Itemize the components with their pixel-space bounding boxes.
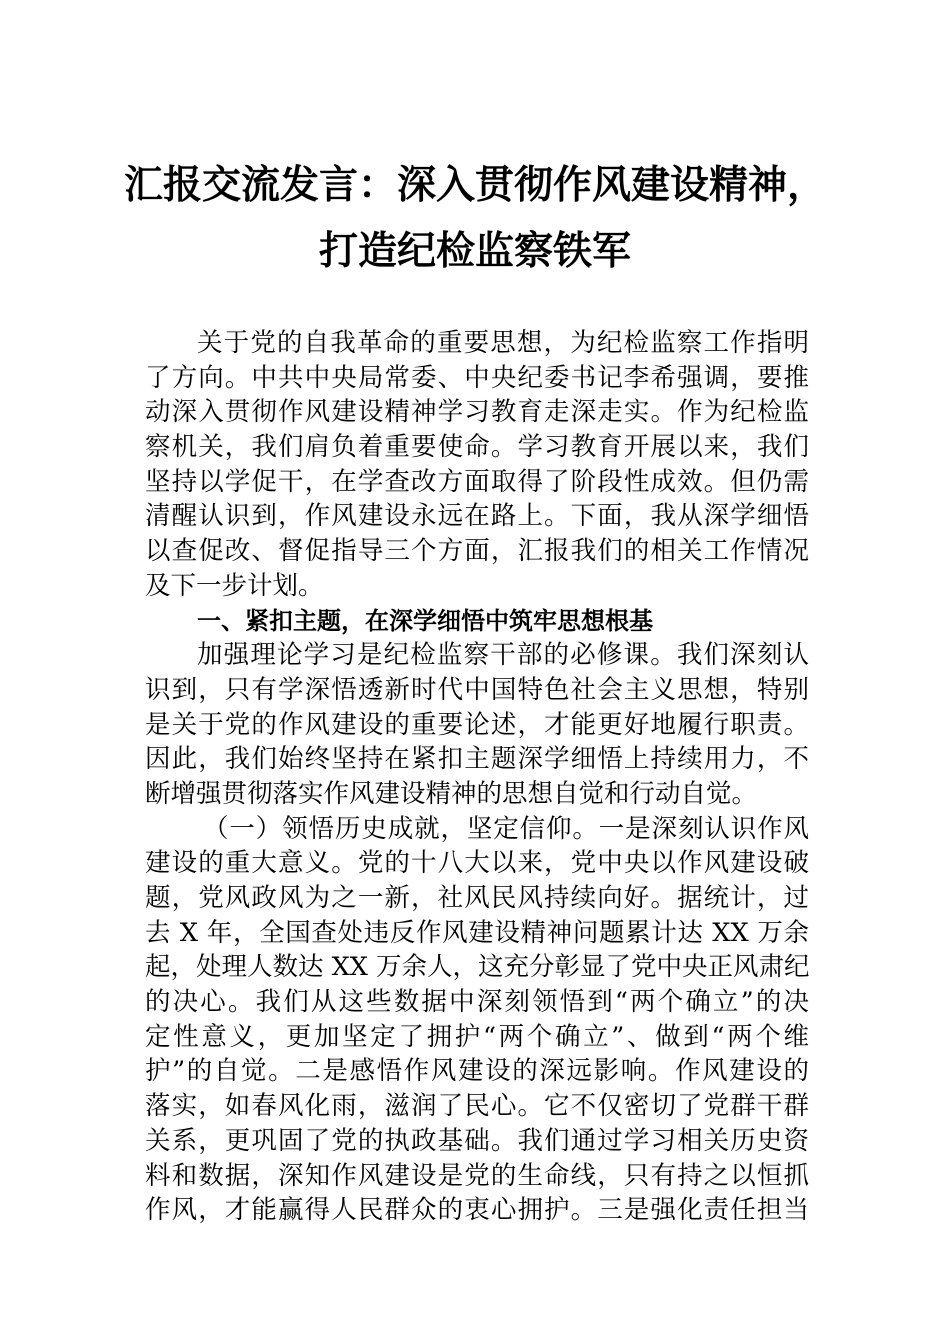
- paragraph-line: 了方向。中共中央局常委、中央纪委书记李希强调，要推: [145, 362, 809, 393]
- paragraph-line: 关于党的自我革命的重要思想，为纪检监察工作指明: [197, 328, 809, 358]
- paragraph-line: 料和数据，深知作风建设是党的生命线，只有持之以恒抓: [145, 1160, 809, 1191]
- paragraph-line: 题，党风政风为之一新，社风民风持续向好。据统计，过: [145, 883, 809, 913]
- paragraph-line: 及下一步计划。: [145, 570, 324, 601]
- paragraph-line: 断增强贯彻落实作风建设精神的思想自觉和行动自觉。: [145, 778, 758, 809]
- paragraph-line: 作风，才能赢得人民群众的衷心拥护。三是强化责任担当: [145, 1195, 809, 1226]
- paragraph-line: 建设的重大意义。党的十八大以来，党中央以作风建设破: [145, 848, 809, 879]
- paragraph-line: 以查促改、督促指导三个方面，汇报我们的相关工作情况: [145, 536, 809, 567]
- paragraph-line: 定性意义，更加坚定了拥护“两个确立”、做到“两个维: [145, 1021, 809, 1052]
- paragraph-line: 坚持以学促干，在学查改方面取得了阶段性成效。但仍需: [145, 466, 809, 497]
- paragraph-line: 关系，更巩固了党的执政基础。我们通过学习相关历史资: [145, 1125, 809, 1156]
- paragraph-line: 清醒认识到，作风建设永远在路上。下面，我从深学细悟: [145, 501, 809, 532]
- section-heading: 一、紧扣主题，在深学细悟中筑牢思想根基: [197, 606, 653, 635]
- paragraph-line: 起，处理人数达 XX 万余人，这充分彰显了党中央正风肃纪: [145, 952, 810, 983]
- paragraph-line: 识到，只有学深悟透新时代中国特色社会主义思想，特别: [145, 674, 809, 705]
- paragraph-line: 察机关，我们肩负着重要使命。学习教育开展以来，我们: [145, 432, 809, 463]
- document-title-line-1: 汇报交流发言：深入贯彻作风建设精神，: [123, 162, 826, 208]
- paragraph-line: 落实，如春风化雨，滋润了民心。它不仅密切了党群干群: [145, 1091, 809, 1122]
- subsection-line: （一）领悟历史成就，坚定信仰。一是深刻认识作风: [203, 813, 809, 844]
- document-body: [145, 326, 809, 1228]
- paragraph-line: 加强理论学习是纪检监察干部的必修课。我们深刻认: [197, 640, 809, 671]
- paragraph-line: 是关于党的作风建设的重要论述，才能更好地履行职责。: [145, 709, 809, 740]
- paragraph-line: 因此，我们始终坚持在紧扣主题深学细悟上持续用力，不: [145, 744, 809, 775]
- paragraph-line: 动深入贯彻作风建设精神学习教育走深走实。作为纪检监: [145, 397, 809, 428]
- paragraph-line: 去 X 年，全国查处违反作风建设精神问题累计达 XX 万余: [145, 917, 809, 948]
- paragraph-line: 的决心。我们从这些数据中深刻领悟到“两个确立”的决: [145, 987, 809, 1018]
- paragraph-line: 护”的自觉。二是感悟作风建设的深远影响。作风建设的: [145, 1056, 809, 1087]
- document-title-line-2: 打造纪检监察铁军: [318, 228, 631, 274]
